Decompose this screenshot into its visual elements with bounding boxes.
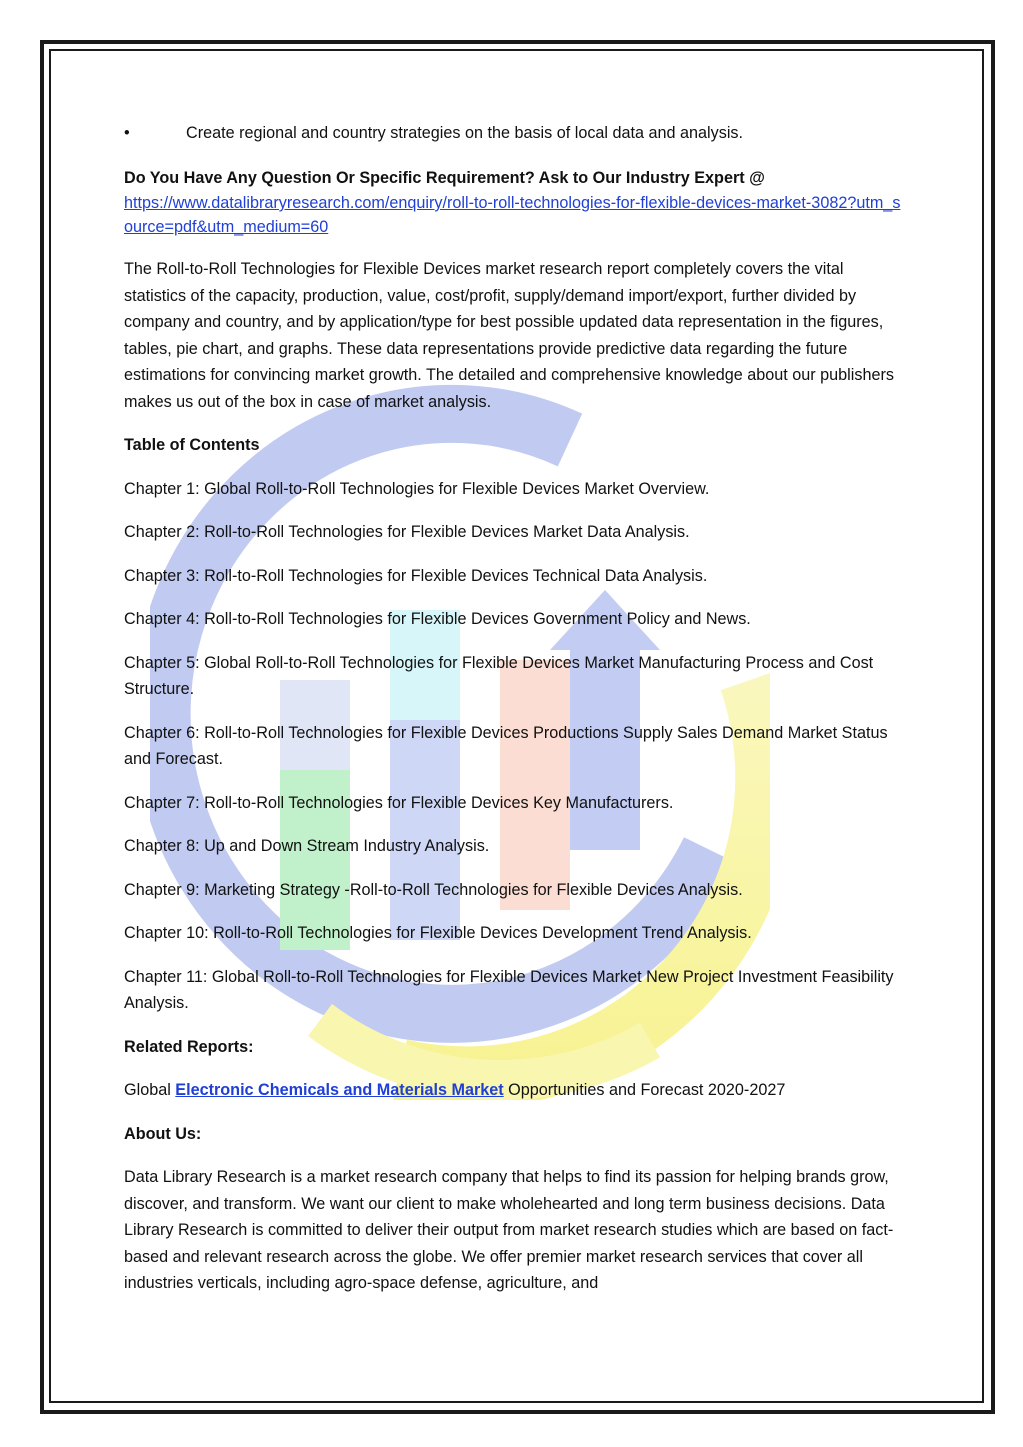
toc-chapter-6: Chapter 6: Roll-to-Roll Technologies for Flexible Devices Productions Supply Sales Demand Market Status and Forecast. xyxy=(124,723,888,768)
about-paragraph: Data Library Research is a market research company that helps to find its passion for helping brands grow, discover, and transform. We want our client to make wholehearted and long term business decisions. Data Library Research is committed to deliver their output from market research studies which are based on fact-based and relevant research across the globe. We offer premier market research services that cover all industries verticals, including agro-space defense, agriculture, and xyxy=(124,1168,894,1292)
toc-chapter-1: Chapter 1: Global Roll-to-Roll Technologies for Flexible Devices Market Overview. xyxy=(124,479,710,498)
toc-chapter-5: Chapter 5: Global Roll-to-Roll Technologies for Flexible Devices Market Manufacturing Process and Cost Structure. xyxy=(124,653,874,698)
toc-chapter-8: Chapter 8: Up and Down Stream Industry Analysis. xyxy=(124,837,490,855)
toc-chapter-7: Chapter 7: Roll-to-Roll Technologies for Flexible Devices Key Manufacturers. xyxy=(124,793,674,812)
toc-chapter-3: Chapter 3: Roll-to-Roll Technologies for Flexible Devices Technical Data Analysis. xyxy=(124,566,708,585)
bullet-symbol: • xyxy=(124,124,130,142)
about-heading: About Us: xyxy=(124,1124,202,1143)
document-body xyxy=(124,120,904,1314)
toc-heading: Table of Contents xyxy=(124,436,260,454)
toc-list xyxy=(124,476,904,1017)
question-heading: Do You Have Any Question Or Specific Requirement? Ask to Our Industry Expert @ xyxy=(124,168,765,187)
toc-chapter-10: Chapter 10: Roll-to-Roll Technologies for Flexible Devices Development Trend Analysis. xyxy=(124,924,752,942)
related-heading: Related Reports: xyxy=(124,1037,254,1056)
bullet-text: Create regional and country strategies on the basis of local data and analysis. xyxy=(186,124,744,142)
related-report-link[interactable]: Electronic Chemicals and Materials Market xyxy=(175,1081,504,1099)
toc-chapter-4: Chapter 4: Roll-to-Roll Technologies for Flexible Devices Government Policy and News. xyxy=(124,610,751,628)
intro-paragraph: The Roll-to-Roll Technologies for Flexible Devices market research report completely covers the vital statistics of the capacity, production, value, cost/profit, supply/demand import/export, further divided by company and country, and by application/type for best possible updated data representation in the figures, tables, pie chart, and graphs. These data representations provide predictive data regarding the future estimations for convincing market growth. The detailed and comprehensive knowledge about our publishers makes us out of the box in case of market analysis. xyxy=(124,260,894,411)
related-prefix: Global xyxy=(124,1081,176,1099)
enquiry-link[interactable]: https://www.datalibraryresearch.com/enquiry/roll-to-roll-technologies-for-flexible-devices-market-3082?utm_source=pdf&utm_medium=60 xyxy=(124,194,901,236)
toc-chapter-11: Chapter 11: Global Roll-to-Roll Technologies for Flexible Devices Market New Project Investment Feasibility Analysis. xyxy=(124,967,894,1012)
enquiry-link-block xyxy=(124,191,904,239)
toc-chapter-9: Chapter 9: Marketing Strategy -Roll-to-Roll Technologies for Flexible Devices Analysis. xyxy=(124,880,743,899)
toc-chapter-2: Chapter 2: Roll-to-Roll Technologies for Flexible Devices Market Data Analysis. xyxy=(124,523,690,541)
related-suffix: Opportunities and Forecast 2020-2027 xyxy=(503,1081,786,1099)
related-report-line xyxy=(124,1077,904,1104)
bullet-item xyxy=(124,120,904,147)
